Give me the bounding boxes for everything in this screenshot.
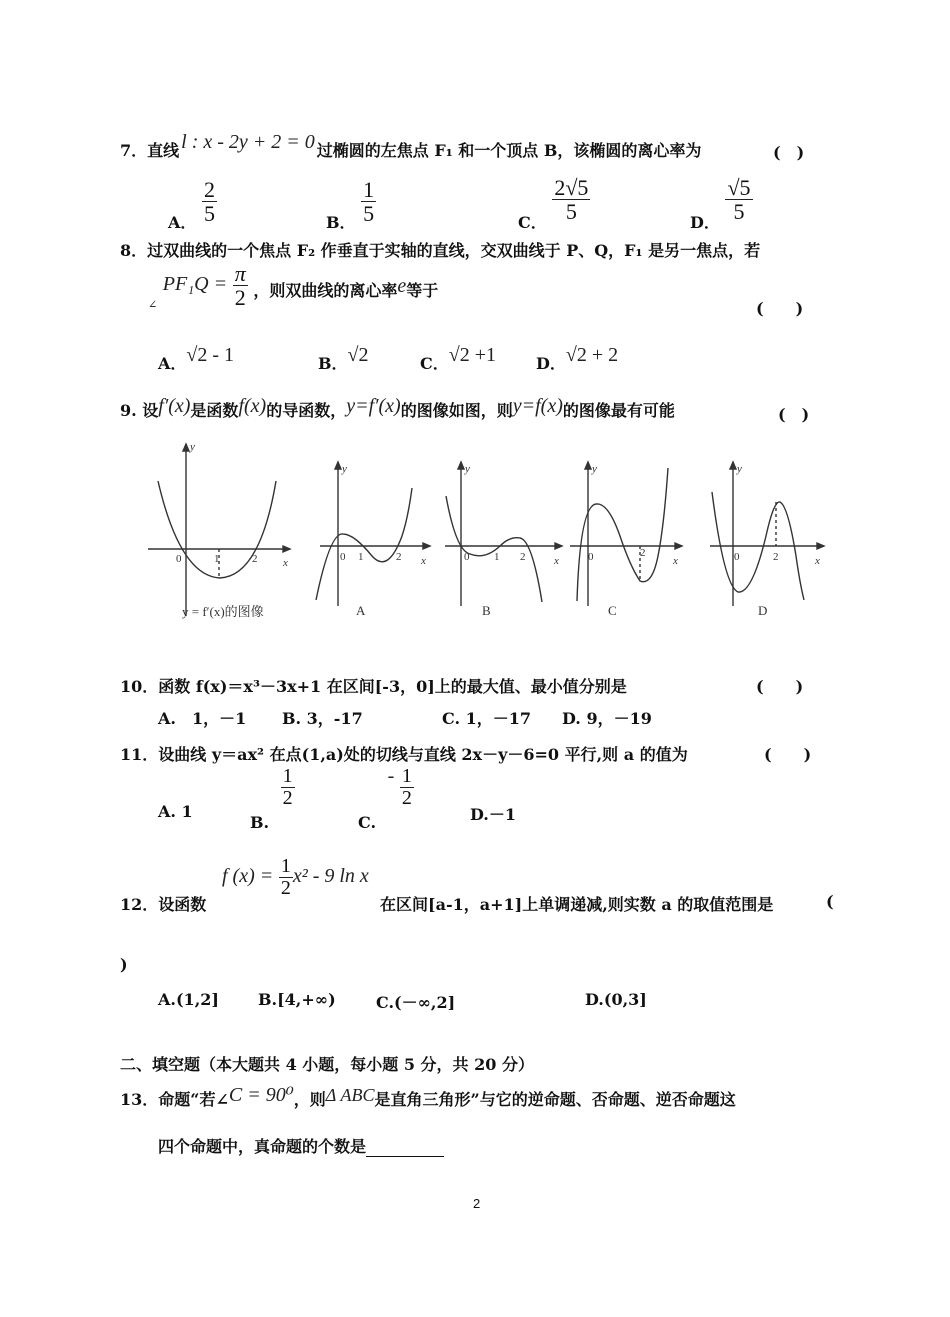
q7-option-c: C． $\frac{2√5}{5}$: [518, 175, 589, 233]
q8-option-b: B．√2: [318, 344, 369, 373]
q8-option-c: C．√2 +1: [420, 344, 497, 373]
graph-fprime-caption: y = f′(x)的图像: [182, 604, 264, 619]
graph-fprime: [148, 444, 290, 616]
q12-option-a: A.(1,2]: [158, 990, 219, 1009]
svg-text:2: 2: [520, 551, 526, 563]
graph-a: [316, 462, 430, 606]
page-number: 2: [473, 1196, 481, 1211]
q9-graphs: [140, 436, 830, 626]
q10-option-b: B. 3，-17: [282, 709, 363, 728]
q7-option-d: D． $\frac{√5}{5}$: [690, 175, 751, 233]
graph-c: [570, 462, 682, 606]
graph-d-caption: D: [758, 603, 768, 618]
q8-answer-bracket: ( ): [756, 299, 804, 318]
q12-function: f (x) = $\frac{1}{2}$ x² - 9 ln x: [222, 855, 369, 899]
svg-text:2: 2: [396, 551, 402, 563]
q12-option-c: C.(－∞,2]: [376, 993, 456, 1012]
q12-bracket-close: ): [120, 955, 128, 974]
svg-text:2: 2: [252, 553, 258, 565]
svg-text:x: x: [815, 555, 820, 567]
svg-text:y: y: [737, 463, 742, 475]
svg-text:0: 0: [734, 551, 740, 563]
q11-option-b: B. $\frac{1}{2}$: [250, 765, 293, 832]
graph-fprime-x-label: x: [283, 557, 288, 569]
question-12-prefix: 12．设函数: [120, 895, 207, 914]
graph-d: [710, 462, 824, 606]
svg-text:x: x: [673, 555, 678, 567]
q7-line-equation: l : x - 2y + 2 = 0: [181, 131, 315, 153]
question-13-line1: 13．命题“若∠C = 90⁰，则Δ ABC是直角三角形”与它的逆命题、否命题、逆否命题这: [120, 1084, 736, 1109]
q11-option-a: A. 1: [158, 802, 193, 821]
q13-answer-blank[interactable]: [366, 1140, 444, 1157]
q8-option-d: D．√2 + 2: [536, 344, 619, 373]
q11-option-d: D.－1: [470, 805, 517, 824]
svg-text:1: 1: [494, 551, 500, 563]
q10-answer-bracket: ( ): [756, 677, 804, 696]
q7-option-a: A． $\frac{2}{5}$: [168, 177, 215, 233]
question-13-line2: 四个命题中，真命题的个数是: [158, 1134, 444, 1157]
graph-fprime-y-label: y: [190, 441, 195, 453]
q7-option-b: B． $\frac{1}{5}$: [326, 177, 375, 233]
question-8-line1: 8．过双曲线的一个焦点 F₂ 作垂直于实轴的直线，交双曲线于 P、Q，F₁ 是另一焦点，若: [120, 241, 761, 260]
question-9: 9. 设f′(x)是函数f(x)的导函数，y=f′(x)的图像如图，则y=f(x)的图像最有可能: [120, 395, 675, 420]
svg-text:1: 1: [214, 553, 220, 565]
svg-text:x: x: [554, 555, 559, 567]
question-11: 11．设曲线 y＝ax² 在点(1,a)处的切线与直线 2x－y－6=0 平行,则 a 的值为: [120, 745, 688, 764]
svg-text:y: y: [465, 463, 470, 475]
q12-option-b: B.[4,+∞): [258, 990, 336, 1009]
q7-answer-bracket: ( ): [773, 143, 805, 162]
q11-option-c: C. - $\frac{1}{2}$: [358, 765, 412, 832]
question-10: 10．函数 f(x)＝x³－3x+1 在区间[-3，0]上的最大值、最小值分别是: [120, 677, 627, 696]
graph-b: [445, 462, 562, 606]
q9-answer-bracket: ( ): [778, 405, 810, 424]
svg-text:2: 2: [773, 551, 779, 563]
graph-a-caption: A: [356, 603, 366, 618]
svg-text:1: 1: [358, 551, 364, 563]
svg-text:y: y: [342, 463, 347, 475]
q12-option-d: D.(0,3]: [585, 990, 647, 1009]
svg-text:0: 0: [464, 551, 470, 563]
section-2-title: 二、填空题（本大题共 4 小题，每小题 5 分，共 20 分）: [120, 1055, 534, 1074]
svg-text:x: x: [421, 555, 426, 567]
svg-text:2: 2: [640, 547, 646, 559]
svg-text:0: 0: [588, 551, 594, 563]
question-8-line2: $_\angle$ PF₁Q = $\frac{\pi}{2}$ ，则双曲线的离心率e等于: [148, 261, 439, 312]
q11-answer-bracket: ( ): [764, 745, 812, 764]
q10-option-d: D. 9，－19: [562, 709, 652, 728]
question-7: [120, 131, 702, 162]
svg-text:0: 0: [340, 551, 346, 563]
graph-b-caption: B: [482, 603, 491, 618]
q7-text: 过椭圆的左焦点 F₁ 和一个顶点 B，该椭圆的离心率为: [316, 141, 702, 160]
svg-text:y: y: [592, 463, 597, 475]
graph-c-caption: C: [608, 603, 617, 618]
q10-option-a: A. 1，－1: [158, 709, 247, 728]
question-12-text: 在区间[a-1，a+1]上单调递减,则实数 a 的取值范围是: [380, 895, 774, 914]
q8-option-a: A．√2 - 1: [158, 344, 235, 373]
q12-bracket-open: (: [826, 892, 834, 911]
svg-text:0: 0: [176, 553, 182, 565]
q7-prefix: 7．直线: [120, 141, 180, 160]
q10-option-c: C. 1，－17: [442, 709, 531, 728]
